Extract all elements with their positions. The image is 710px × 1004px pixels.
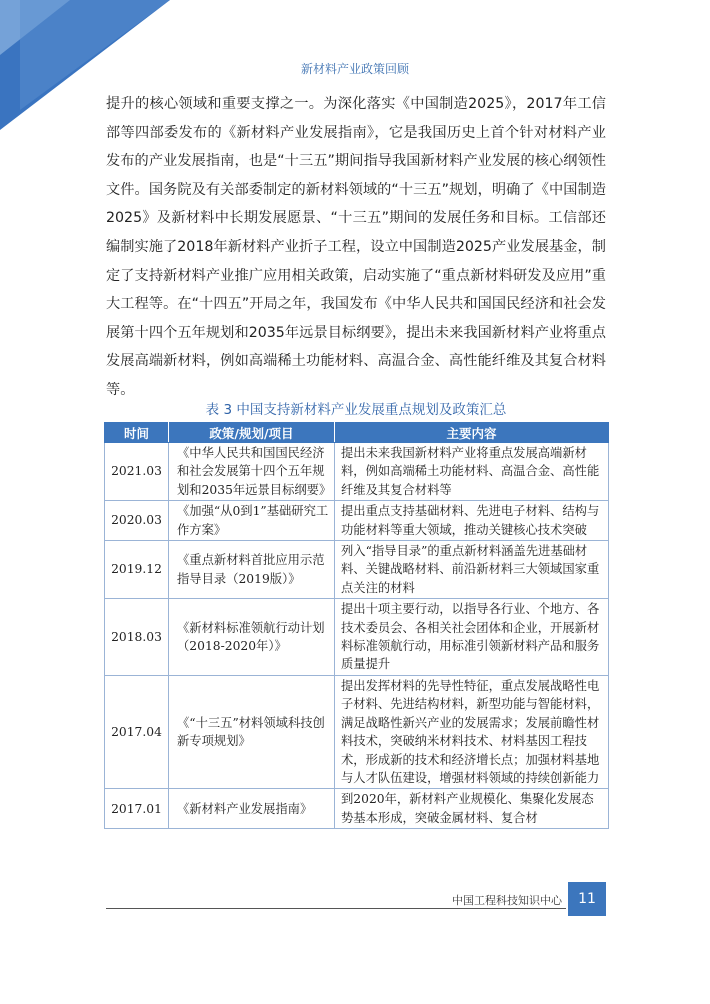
header-time: 时间 xyxy=(105,423,169,443)
cell-content: 到2020年，新材料产业规模化、集聚化发展态势基本形成，突破金属材料、复合材 xyxy=(335,789,609,829)
table-row xyxy=(105,599,609,676)
header-content: 主要内容 xyxy=(335,423,609,443)
page-number: 11 xyxy=(568,882,606,916)
cell-time: 2019.12 xyxy=(105,541,169,599)
cell-time: 2017.01 xyxy=(105,789,169,829)
cell-content: 提出重点支持基础材料、先进电子材料、结构与功能材料等重大领域，推动关键核心技术突破 xyxy=(335,501,609,541)
cell-content: 提出十项主要行动，以指导各行业、个地方、各技术委员会、各相关社会团体和企业，开展新材料标准领航行动，用标准引领新材料产品和服务质量提升 xyxy=(335,599,609,676)
table-row xyxy=(105,501,609,541)
body-paragraph xyxy=(106,90,606,405)
table-row xyxy=(105,675,609,788)
running-title: 新材料产业政策回顾 xyxy=(300,62,409,76)
cell-policy: 《加强“从0到1”基础研究工作方案》 xyxy=(169,501,335,541)
table-header-row xyxy=(105,423,609,443)
header-policy: 政策/规划/项目 xyxy=(169,423,335,443)
policy-table xyxy=(104,422,609,829)
table-caption: 表 3 中国支持新材料产业发展重点规划及政策汇总 xyxy=(205,402,507,418)
cell-policy: 《重点新材料首批应用示范指导目录（2019版）》 xyxy=(169,541,335,599)
table-row xyxy=(105,789,609,829)
cell-content: 提出未来我国新材料产业将重点发展高端新材料，例如高端稀土功能材料、高温合金、高性能纤维及其复合材料等 xyxy=(335,443,609,501)
cell-content: 提出发挥材料的先导性特征，重点发展战略性电子材料、先进结构材料，新型功能与智能材料，满足战略性新兴产业的发展需求；发展前瞻性材料技术，突破纳米材料技术、材料基因工程技术，形成新的技术和经济增长点；加强材料基地与人才队伍建设，增强材料领域的持续创新能力 xyxy=(335,675,609,788)
cell-time: 2018.03 xyxy=(105,599,169,676)
footer-org: 中国工程科技知识中心 xyxy=(452,894,562,907)
paragraph-text: 提升的核心领域和重要支撑之一。为深化落实《中国制造2025》，2017年工信部等四部委发布的《新材料产业发展指南》，它是我国历史上首个针对材料产业发布的产业发展指南，也是“十三五”期间指导我国新材料产业发展的核心纲领性文件。国务院及有关部委制定的新材料领域的“十三五”规划，明确了《中国制造2025》及新材料中长期发展愿景、“十三五”期间的发展任务和目标。工信部还编制实施了2018年新材料产业折子工程，设立中国制造2025产业发展基金，制定了支持新材料产业推广应用相关政策，启动实施了“重点新材料研发及应用”重大工程等。在“十四五”开局之年，我国发布《中华人民共和国国民经济和社会发展第十四个五年规划和2035年远景目标纲要》，提出未来我国新材料产业将重点发展高端新材料，例如高端稀土功能材料、高温合金、高性能纤维及其复合材料等。 xyxy=(106,96,606,398)
cell-time: 2020.03 xyxy=(105,501,169,541)
cell-policy: 《中华人民共和国国民经济和社会发展第十四个五年规划和2035年远景目标纲要》 xyxy=(169,443,335,501)
cell-content: 列入“指导目录”的重点新材料涵盖先进基础材料、关键战略材料、前沿新材料三大领域国家重点关注的材料 xyxy=(335,541,609,599)
cell-policy: 《新材料标准领航行动计划（2018-2020年）》 xyxy=(169,599,335,676)
cell-time: 2017.04 xyxy=(105,675,169,788)
footer-divider xyxy=(106,908,566,909)
cell-policy: 《新材料产业发展指南》 xyxy=(169,789,335,829)
table-row xyxy=(105,443,609,501)
cell-policy: 《“十三五”材料领域科技创新专项规划》 xyxy=(169,675,335,788)
cell-time: 2021.03 xyxy=(105,443,169,501)
table-row xyxy=(105,541,609,599)
